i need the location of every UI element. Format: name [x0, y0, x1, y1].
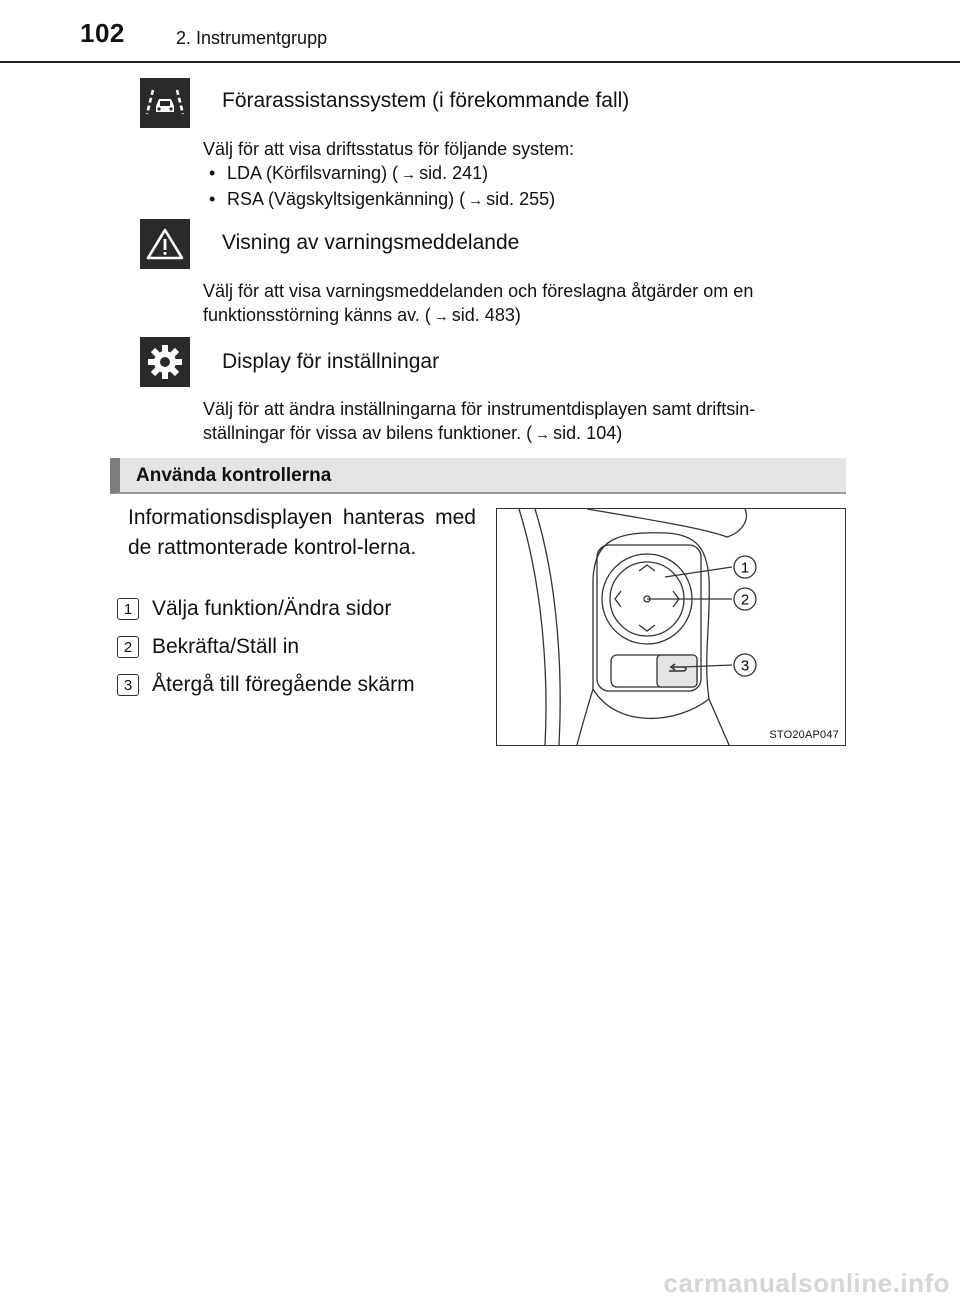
- warning-triangle-icon: [140, 219, 190, 269]
- callout-label: 1: [740, 559, 750, 577]
- section-title-settings: Display för inställningar: [222, 350, 440, 373]
- section-title-warning: Visning av varningsmeddelande: [222, 231, 520, 254]
- section-intro: Välj för att visa driftsstatus för följande system:: [203, 139, 575, 159]
- arrow-right-icon: →: [468, 192, 484, 209]
- arrow-right-icon: →: [401, 166, 417, 183]
- callout-number: 1: [117, 598, 139, 620]
- callout-label: 3: [740, 657, 750, 675]
- figure-code: STO20AP047: [769, 729, 839, 741]
- steering-switch-illustration: [497, 509, 845, 745]
- section-body-driver-assist: [203, 137, 853, 213]
- controls-intro: Informationsdisplayen hanteras med de rattmonterade kontrol-lerna.: [128, 506, 476, 559]
- list-item: 1 Välja funktion/Ändra sidor: [117, 597, 391, 621]
- steering-switch-figure: [496, 508, 846, 746]
- watermark: carmanualsonline.info: [663, 1268, 950, 1298]
- section-title-driver-assist: Förarassistanssystem (i förekommande fall): [222, 89, 630, 112]
- callout-label: 2: [740, 591, 750, 609]
- arrow-right-icon: →: [535, 426, 551, 443]
- chapter-title: 2. Instrumentgrupp: [176, 28, 328, 48]
- list-item: • LDA (Körfilsvarning) ( → sid. 241): [203, 161, 853, 187]
- header-divider: [0, 61, 960, 63]
- page-number: 102: [80, 18, 125, 48]
- controls-heading-band: [110, 458, 846, 494]
- callout-number: 3: [117, 674, 139, 696]
- list-item: 3 Återgå till föregående skärm: [117, 673, 415, 697]
- list-item: • RSA (Vägskyltsigenkänning) ( → sid. 255): [203, 187, 853, 213]
- driver-assist-lane-icon: [140, 78, 190, 128]
- callout-number: 2: [117, 636, 139, 658]
- arrow-right-icon: →: [433, 308, 449, 325]
- section-body-warning: Välj för att visa varningsmeddelanden och föreslagna åtgärder om en funktionsstörning känns av. ( → sid. 483): [203, 279, 853, 329]
- section-body-settings: Välj för att ändra inställningarna för instrumentdisplayen samt driftsin- ställningar för vissa av bilens funktioner. ( → sid. 104): [203, 397, 853, 447]
- gear-icon: [140, 337, 190, 387]
- list-item: 2 Bekräfta/Ställ in: [117, 635, 299, 659]
- controls-heading: Använda kontrollerna: [136, 465, 332, 486]
